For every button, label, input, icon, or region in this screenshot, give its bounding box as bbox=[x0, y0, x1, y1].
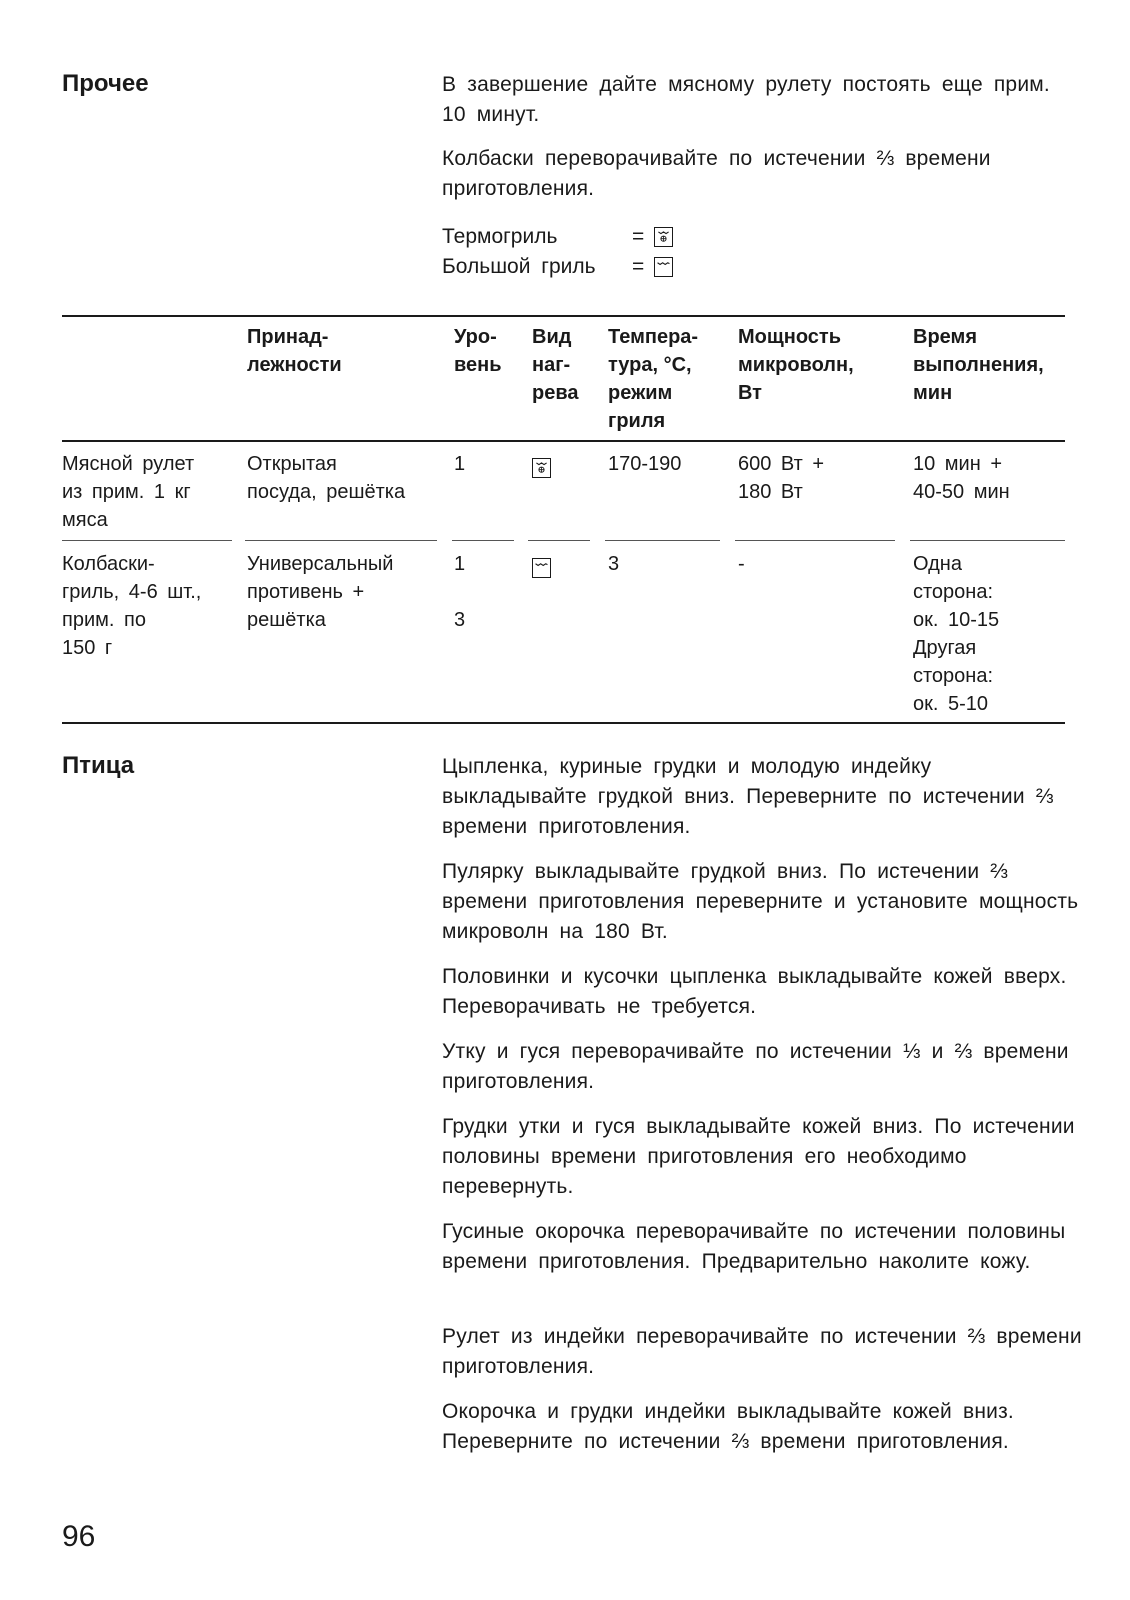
cell-heating bbox=[532, 553, 551, 581]
cell-power: 600 Вт + 180 Вт bbox=[738, 453, 824, 503]
table-top-rule bbox=[62, 315, 1065, 317]
col-header-accessories: Принад- лежности bbox=[247, 326, 342, 376]
row-divider bbox=[62, 540, 232, 541]
cell-temperature: 170-190 bbox=[608, 453, 682, 475]
cell-level: 1 bbox=[454, 453, 466, 475]
col-header-level: Уро- вень bbox=[454, 326, 502, 376]
large-grill-icon bbox=[532, 558, 551, 578]
cell-temperature: 3 bbox=[608, 553, 620, 575]
legend-row-large-grill bbox=[442, 252, 673, 282]
poultry-paragraph-3: Половинки и кусочки цыпленка выкладывайте кожей вверх. Переворачивать не требуется. bbox=[442, 965, 1067, 1018]
col-header-temperature: Темпера- тура, °C, режим гриля bbox=[608, 326, 699, 432]
row-divider bbox=[452, 540, 514, 541]
row-divider bbox=[528, 540, 590, 541]
cell-time: 10 мин + 40-50 мин bbox=[913, 453, 1010, 503]
table-bottom-rule bbox=[62, 722, 1065, 724]
cell-level: 1 3 bbox=[454, 553, 466, 631]
grill-legend bbox=[442, 222, 673, 282]
poultry-paragraph-2: Пулярку выкладывайте грудкой вниз. По истечении ⅔ времени приготовления переверните и установите мощность микроволн на 180 Вт. bbox=[442, 860, 1079, 943]
cell-time: Одна сторона: ок. 10-15 Другая сторона: ок. 5-10 bbox=[913, 553, 1000, 715]
other-paragraph-1: В завершение дайте мясному рулету постоять еще прим. 10 минут. bbox=[442, 73, 1050, 126]
poultry-paragraph-8: Окорочка и грудки индейки выкладывайте кожей вниз. Переверните по истечении ⅔ времени приготовления. bbox=[442, 1400, 1014, 1453]
page-number: 96 bbox=[62, 1520, 96, 1553]
cell-power: - bbox=[738, 553, 745, 575]
poultry-paragraph-4: Утку и гуся переворачивайте по истечении ⅓ и ⅔ времени приготовления. bbox=[442, 1040, 1069, 1093]
legend-equals: = bbox=[632, 225, 645, 248]
table-header-rule bbox=[62, 440, 1065, 442]
section-title-other: Прочее bbox=[62, 70, 149, 97]
cell-accessories: Открытая посуда, решётка bbox=[247, 453, 406, 503]
row-divider bbox=[735, 540, 895, 541]
large-grill-icon bbox=[654, 257, 673, 277]
row-divider bbox=[605, 540, 720, 541]
poultry-paragraph-1: Цыпленка, куриные грудки и молодую индейку выкладывайте грудкой вниз. Переверните по истечении ⅔ времени приготовления. bbox=[442, 755, 1054, 838]
thermo-grill-icon bbox=[532, 458, 551, 478]
legend-label: Большой гриль bbox=[442, 255, 596, 278]
cell-dish: Мясной рулет из прим. 1 кг мяса bbox=[62, 453, 195, 531]
poultry-paragraph-7: Рулет из индейки переворачивайте по истечении ⅔ времени приготовления. bbox=[442, 1325, 1082, 1378]
col-header-time: Время выполнения, мин bbox=[913, 326, 1044, 404]
col-header-heating: Вид наг- рева bbox=[532, 326, 579, 404]
col-header-power: Мощность микроволн, Вт bbox=[738, 326, 854, 404]
thermo-grill-icon bbox=[654, 227, 673, 247]
cell-accessories: Универсальный противень + решётка bbox=[247, 553, 394, 631]
cell-heating bbox=[532, 453, 551, 481]
poultry-paragraph-6: Гусиные окорочка переворачивайте по истечении половины времени приготовления. Предварительно наколите кожу. bbox=[442, 1220, 1066, 1273]
other-paragraph-2: Колбаски переворачивайте по истечении ⅔ времени приготовления. bbox=[442, 147, 991, 200]
row-divider bbox=[910, 540, 1065, 541]
row-divider bbox=[245, 540, 437, 541]
legend-label: Термогриль bbox=[442, 225, 558, 248]
poultry-paragraph-5: Грудки утки и гуся выкладывайте кожей вниз. По истечении половины времени приготовления его необходимо перевернуть. bbox=[442, 1115, 1075, 1198]
section-title-poultry: Птица bbox=[62, 752, 135, 779]
cell-dish: Колбаски- гриль, 4-6 шт., прим. по 150 г bbox=[62, 553, 202, 659]
legend-equals: = bbox=[632, 255, 645, 278]
legend-row-thermo-grill bbox=[442, 222, 673, 252]
